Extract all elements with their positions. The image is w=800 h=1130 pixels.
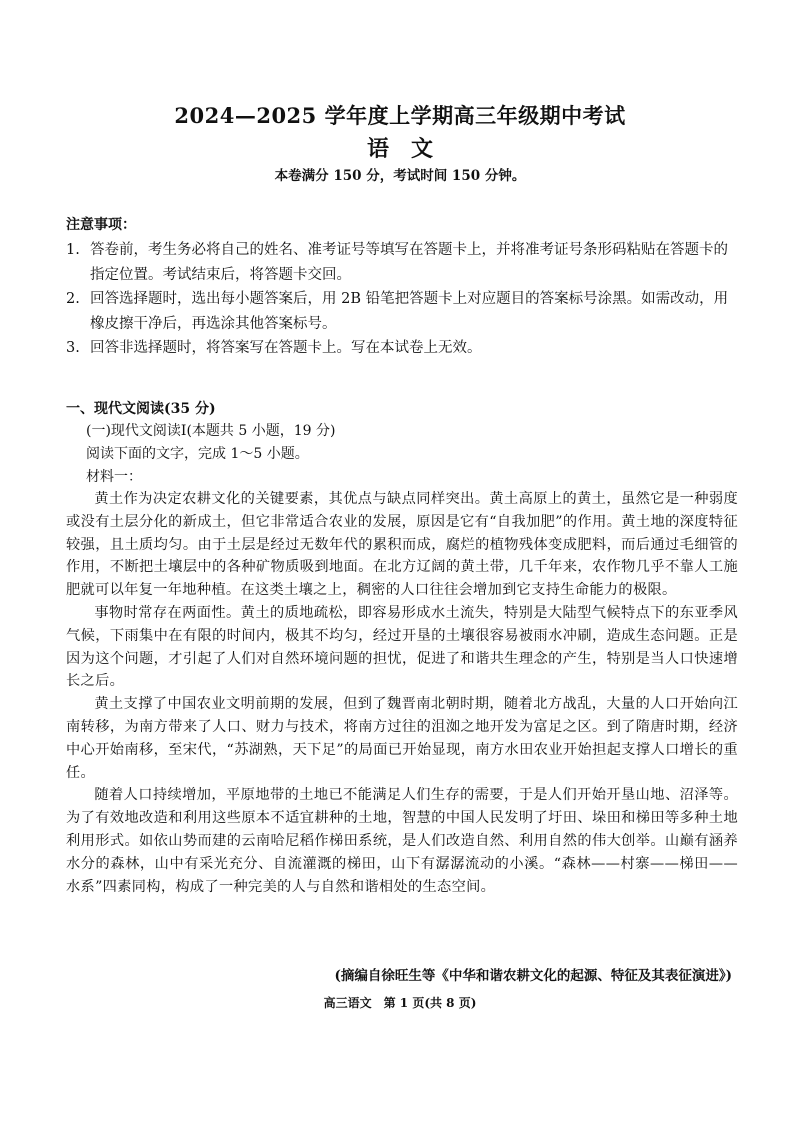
notice-item — [66, 238, 736, 287]
notice-item — [66, 287, 736, 336]
notice-item-number: 3. — [66, 340, 80, 356]
passage-source: (摘编自徐旺生等《中华和谐农耕文化的起源、特征及其表征演进》) — [334, 968, 732, 984]
passage-paragraph: 黄土支撑了中国农业文明前期的发展，但到了魏晋南北朝时期，随着北方战乱，大量的人口开始向江南转移，为南方带来了人口、财力与技术，将南方过往的沮洳之地开发为富足之区。到了隋唐时期，经济中心开始南移，至宋代，“苏湖熟，天下足”的局面已开始显现，南方水田农业开始担起支撑人口增长的重任。 — [66, 696, 738, 781]
exam-title: 2024—2025 学年度上学期高三年级期中考试 — [174, 103, 626, 128]
notice-item-number: 2. — [66, 291, 80, 307]
notice-item-text: 答卷前，考生务必将自己的姓名、准考证号等填写在答题卡上，并将准考证号条形码粘贴在答题卡的指定位置。考试结束后，将答题卡交回。 — [90, 242, 728, 283]
subject-title: 语文 — [366, 136, 455, 162]
material-label: 材料一： — [86, 469, 142, 485]
passage-paragraph: 事物时常存在两面性。黄土的质地疏松，即容易形成水土流失，特别是大陆型气候特点下的东亚季风气候，下雨集中在有限的时间内，极其不均匀，经过开垦的土壤很容易被雨水冲刷，造成生态问题。正是因为这个问题，才引起了人们对自然环境问题的担忧，促进了和谐共生理念的产生，特别是当人口快速增长之后。 — [66, 604, 738, 690]
page-footer: 高三语文 第 1 页(共 8 页) — [323, 996, 477, 1010]
passage-paragraph: 黄土作为决定农耕文化的关键要素，其优点与缺点同样突出。黄土高原上的黄土，虽然它是一种弱度或没有土层分化的新成土，但它非常适合农业的发展，原因是它有“自我加肥”的作用。黄土地的深度特征较强，且土质均匀。由于土层是经过无数年代的累积而成，腐烂的植物残体变成肥料，而后通过毛细管的作用，不断把土壤层中的各种矿物质吸到地面。在北方辽阔的黄土带，几千年来，农作物几乎不靠人工施肥就可以年复一年地种植。在这类土壤之上，稠密的人口往往会增加到它支持生命能力的极限。 — [66, 491, 738, 599]
notice-item-text: 回答非选择题时，将答案写在答题卡上。写在本试卷上无效。 — [90, 340, 482, 356]
notice-item — [66, 336, 736, 361]
notice-list — [66, 238, 736, 361]
notice-heading: 注意事项： — [66, 217, 136, 233]
reading-passage — [66, 488, 738, 898]
notice-item-number: 1. — [66, 242, 80, 258]
passage-paragraph: 随着人口持续增加，平原地带的土地已不能满足人们生存的需要，于是人们开始开垦山地、沼泽等。为了有效地改造和利用这些原本不适宜耕种的土地，智慧的中国人民发明了圩田、垛田和梯田等多种土地利用形式。如依山势而建的云南哈尼稻作梯田系统，是人们改造自然、利用自然的伟大创举。山巅有涵养水分的森林，山中有采光充分、自流灌溉的梯田，山下有潺潺流动的小溪。“森林——村寨——梯田——水系”四素同构，构成了一种完美的人与自然和谐相处的生态空间。 — [66, 787, 738, 895]
reading-instruction: 阅读下面的文字，完成 1～5 小题。 — [86, 446, 309, 462]
section-heading: 一、现代文阅读(35 分) — [66, 401, 216, 417]
part-heading: (一)现代文阅读Ⅰ(本题共 5 小题，19 分) — [86, 423, 336, 439]
exam-subtitle: 本卷满分 150 分，考试时间 150 分钟。 — [274, 168, 526, 184]
notice-item-text: 回答选择题时，选出每小题答案后，用 2B 铅笔把答题卡上对应题目的答案标号涂黑。如需改动，用橡皮擦干净后，再选涂其他答案标号。 — [90, 291, 729, 332]
